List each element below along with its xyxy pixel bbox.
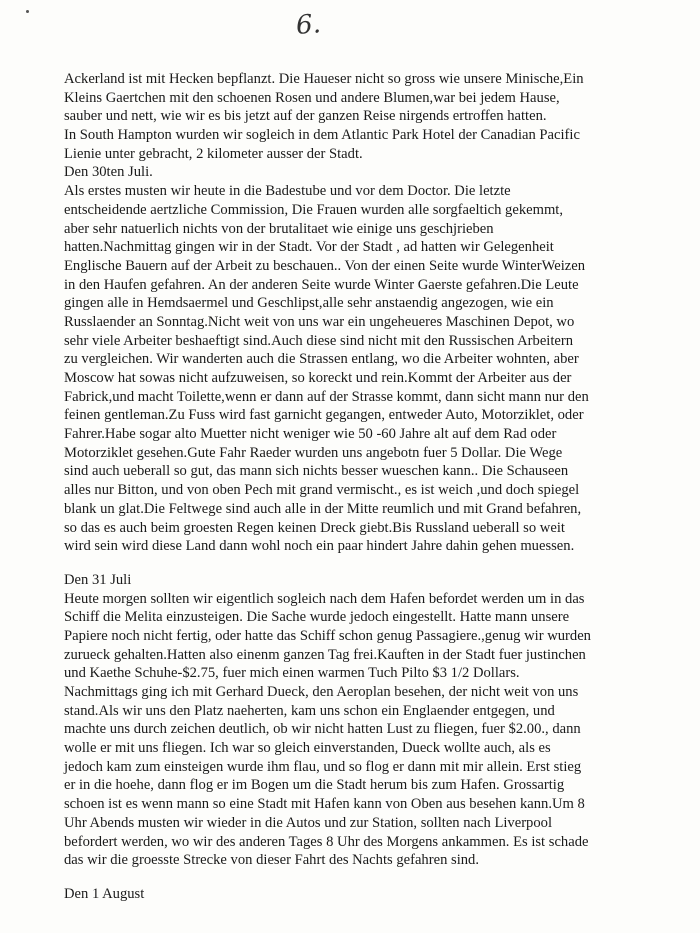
text-line: schoen ist es wenn mann so eine Stadt mit Hafen kann von Oben aus besehen kann.Um 8 [64, 796, 585, 813]
text-line: sind auch ueberall so gut, das mann sich nichts besser wueschen kann.. Die Schauseen [64, 463, 569, 480]
text-line: Papiere noch nicht fertig, oder hatte das Schiff schon genug Passagiere.,genug wir wurden [64, 627, 591, 644]
text-line: gingen alle in Hemdsaermel und Geschlipst,alle sehr anstaendig angezogen, wie ein [64, 295, 554, 312]
text-line: Lienie unter gebracht, 2 kilometer ausser der Stadt. [64, 145, 363, 162]
text-line: Uhr Abends musten wir wieder in die Autos und zur Station, sollten nach Liverpool [64, 814, 552, 831]
text-line: sehr viele Arbeiter beshaeftigt sind.Auch diese sind nicht mit den Russischen Arbeitern [64, 332, 574, 349]
letter-body [64, 70, 690, 904]
text-line: stand.Als wir uns den Platz naeherten, kam uns schon ein Englaender entgegen, und [64, 702, 555, 719]
text-line: sauber und nett, wie wir es bis jetzt auf der ganzen Reise nirgends ertroffen hatten. [64, 108, 547, 125]
section-paragraph [64, 885, 690, 904]
text-line: Heute morgen sollten wir eigentlich sogleich nach dem Hafen befordet werden um in das [64, 590, 585, 607]
text-line: hatten.Nachmittag gingen wir in der Stadt. Vor der Stadt , ad hatten wir Gelegenheit [64, 239, 554, 256]
page-number: 6. [294, 9, 322, 41]
date-heading: Den 31 Juli [64, 571, 132, 588]
text-line: und Kaethe Schuhe-$2.75, fuer mich einen warmen Tuch Pilto $3 1/2 Dollars. [64, 665, 520, 682]
text-line: Nachmittags ging ich mit Gerhard Dueck, den Aeroplan besehen, der nicht weit von uns [64, 684, 579, 700]
text-line: wolle er mit uns fliegen. Ich war so gleich einverstanden, Dueck wollte auch, als es [64, 740, 551, 757]
text-line: feinen gentleman.Zu Fuss wird fast garnicht gegangen, entweder Auto, Motorziklet, oder [64, 407, 584, 424]
text-line: Fahrer.Habe sogar alto Muetter nicht weniger wie 50 -60 Jahre alt auf dem Rad oder [64, 426, 557, 443]
text-line: entscheidende aertzliche Commission, Die Frauen wurden alle sorgfaeltich gekemmt, [64, 201, 564, 218]
paragraph-gap [64, 870, 690, 885]
text-line: befordert werden, wo wir des anderen Tages 8 Uhr des Morgens ankammen. Es ist schade [64, 833, 589, 850]
text-line: Russlaender an Sonntag.Nicht weit von uns war ein ungeheueres Maschinen Depot, wo [64, 313, 575, 330]
text-line: Schiff die Melita einzusteigen. Die Sache wurde jedoch eingestellt. Hatte mann unsere [64, 609, 570, 626]
section-paragraph [64, 70, 690, 556]
text-line: machte uns durch zeichen deutlich, ob wir nicht hatten Lust zu fliegen, fuer $2.00., dann [64, 721, 581, 738]
text-line: zu vergleichen. Wir wanderten auch die Strassen entlang, wo die Arbeiter wohnten, aber [64, 351, 579, 368]
text-line: in den Haufen gefahren. An der anderen Seite wurde Winter Gaerste gefahren.Die Leute [64, 276, 579, 293]
text-line: In South Hampton wurden wir sogleich in dem Atlantic Park Hotel der Canadian Pacific [64, 127, 580, 144]
paragraph-gap [64, 556, 690, 571]
section-paragraph [64, 571, 690, 870]
text-line: Als erstes musten wir heute in die Badestube und vor dem Doctor. Die letzte [64, 183, 511, 200]
text-line: so das es auch beim groesten Regen keinen Dreck giebt.Bis Russland ueberall so weit [64, 519, 565, 536]
text-line: Ackerland ist mit Hecken bepflanzt. Die Haueser nicht so gross wie unsere Minische,Ein [64, 71, 584, 87]
text-line: das wir die groesste Strecke von dieser Fahrt des Nachts gefahren sind. [64, 852, 479, 869]
text-line: Kleins Gaertchen mit den schoenen Rosen und andere Blumen,war bei jedem Hause, [64, 89, 560, 106]
text-line: er in die hoehe, dann flog er im Bogen um die Stadt herum bis zum Hafen. Grossartig [64, 777, 565, 794]
text-line: blank un glat.Die Feltwege sind auch alle in der Mitte reumlich und mit Grand befahren, [64, 500, 582, 517]
text-line: zurueck gehalten.Hatten also einenm ganzen Tag frei.Kauften in der Stadt fuer justinchen [64, 646, 586, 663]
text-line: Fabrick,und macht Toilette,wenn er dann auf der Strasse kommt, dann sicht mann nur den [64, 388, 589, 405]
text-line: jedoch kam zum einsteigen wurde ihm flau, und so flog er dann mit mir allein. Erst stieg [64, 758, 582, 775]
date-heading: Den 30ten Juli. [64, 164, 153, 181]
text-line: alles nur Bitton, und von oben Pech mit grand vermischt., es ist weich ,und doch spiegel [64, 482, 580, 499]
scan-speck [26, 10, 29, 13]
text-line: aber sehr natuerlich nichts von der brutalitaet wie einige uns geschjrieben [64, 220, 494, 237]
text-line: wird sein wird diese Land dann wohl noch ein paar hindert Jahre dahin gehen muessen. [64, 538, 575, 555]
text-line: Englische Bauern auf der Arbeit zu beschauen.. Von der einen Seite wurde WinterWeizen [64, 257, 585, 274]
text-line: Moscow hat sowas nicht aufzuweisen, so koreckt und rein.Kommt der Arbeiter aus der [64, 370, 572, 386]
date-heading: Den 1 August [64, 885, 145, 902]
text-line: Motorziklet gesehen.Gute Fahr Raeder wurden uns angebotn fuer 5 Dollar. Die Wege [64, 444, 563, 461]
